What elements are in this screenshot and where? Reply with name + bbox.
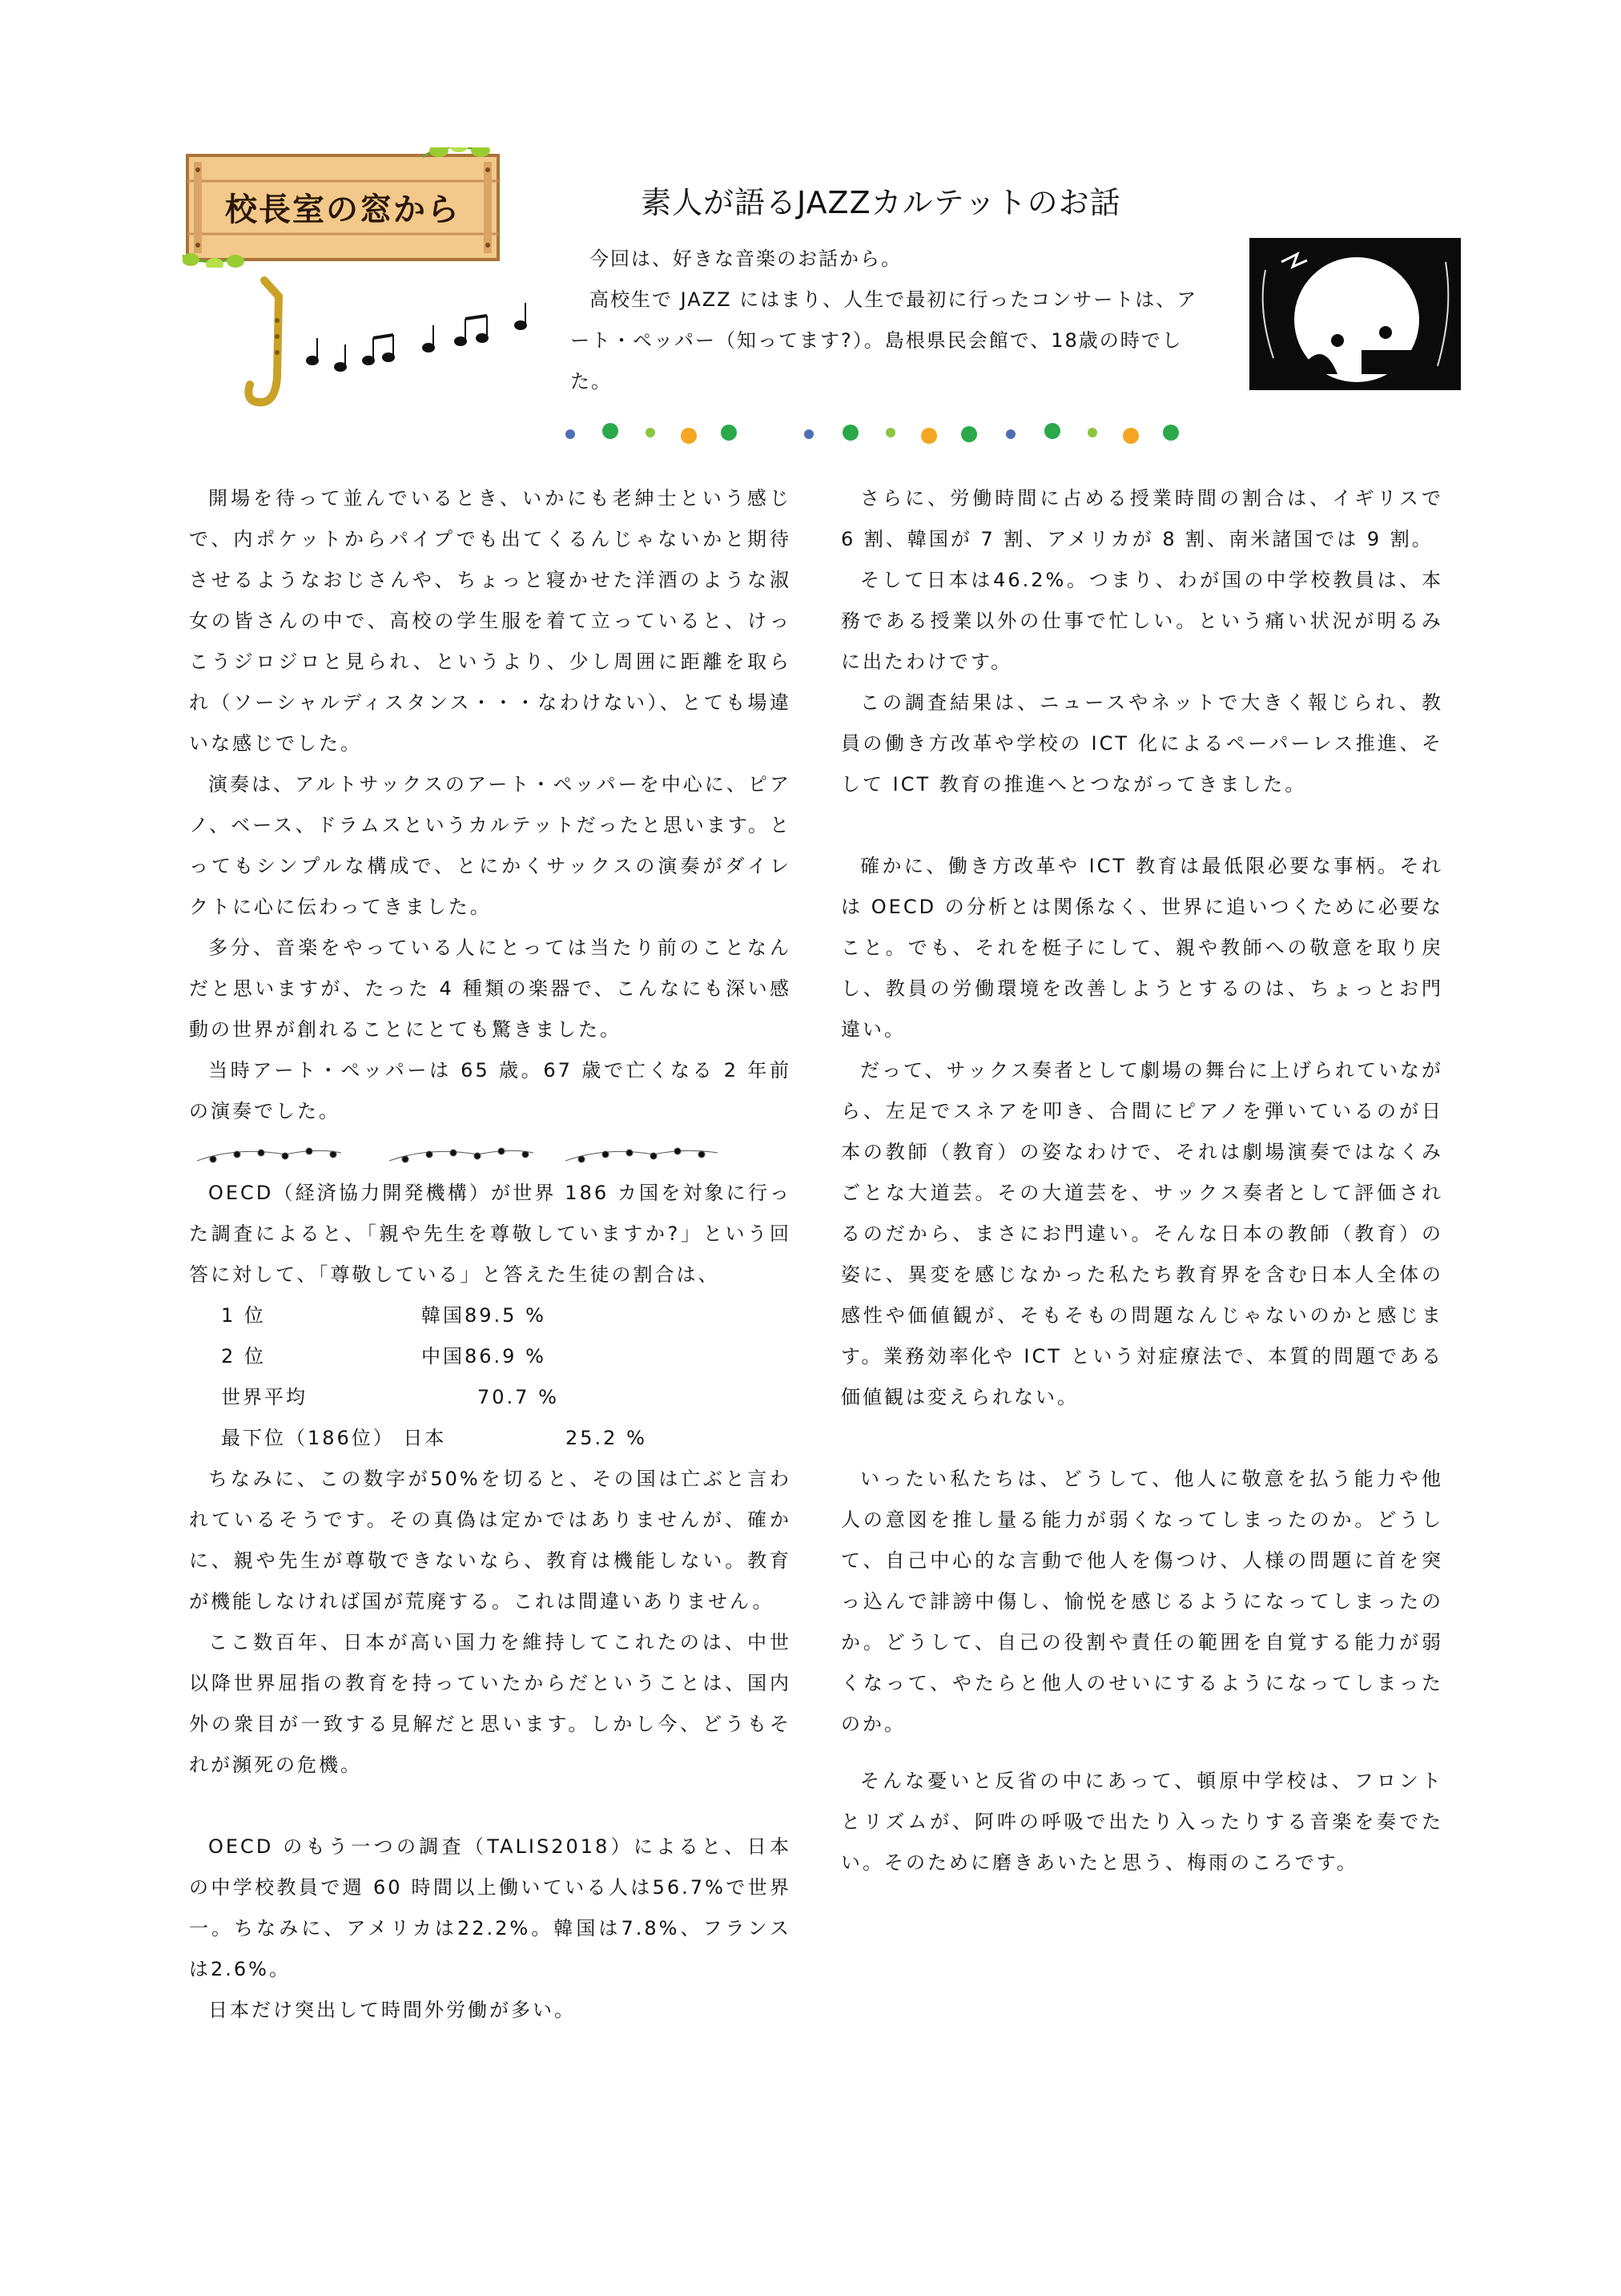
music-notes-icon <box>240 264 545 417</box>
paragraph: 日本だけ突出して時間外労働が多い。 <box>208 1999 576 2021</box>
paragraph: だって、サックス奏者として劇場の舞台に上げられていながら、左足でスネアを叩き、合間にピアノを弾いているのが日本の教師（教育）の姿なわけで、それは劇場演奏ではなくみごとな大道芸。その大道芸を、サックス奏者として評価されるのだから、まさにお門違い。そんな日本の教師（教育）の姿に、異変を感じなかった私たち教育界を含む日本人全体の感性や価値観が、そもそもの問題なんじゃないのかと感じます。業務効率化や ICT という対症療法で、本質的問題である価値観は変えられない。 <box>841 1059 1443 1408</box>
rank-label: 1 位 <box>221 1304 266 1327</box>
paragraph: さらに、労働時間に占める授業時間の割合は、イギリスで 6 割、韓国が 7 割、アメリカが 8 割、南米諸国では 9 割。 <box>841 487 1443 550</box>
rank-row <box>189 1295 791 1336</box>
paragraph: 開場を待って並んでいるとき、いかにも老紳士という感じで、内ポケットからパイプでも出てくるんじゃないかと期待させるようなおじさんや、ちょっと寝かせた洋酒のような淑女の皆さんの中で、高校の学生服を着て立っていると、けっこうジロジロと見られ、というより、少し周囲に距離を取られ（ソーシャルディスタンス・・・なわけない）、とても場違いな感じでした。 <box>189 487 791 755</box>
saxophone-icon <box>248 280 280 402</box>
paragraph: 確かに、働き方改革や ICT 教育は最低限必要な事柄。それは OECD の分析とは関係なく、世界に追いつくために必要なこと。でも、それを梃子にして、親や教師への敬意を取り戻し、教員の労働環境を改善しようとするのは、ちょっとお門違い。 <box>841 855 1443 1041</box>
intro-line: 高校生で JAZZ にはまり、人生で最初に行ったコンサートは、ア <box>589 288 1198 311</box>
jazz-band-moon-icon <box>1249 238 1461 390</box>
rank-value: 韓国89.5 % <box>421 1304 546 1327</box>
paragraph: ちなみに、この数字が50%を切ると、その国は亡ぶと言われているそうです。その真偽は定かではありませんが、確かに、親や先生が尊敬できないなら、教育は機能しない。教育が機能しなければ国が荒廃する。これは間違いありません。 <box>189 1468 791 1613</box>
left-column <box>189 478 791 2031</box>
paragraph: OECD のもう一つの調査（TALIS2018）によると、日本の中学校教員で週 60 時間以上働いている人は56.7%で世界一。ちなみに、アメリカは22.2%。韓国は7.8%、フランスは2.6%。 <box>189 1835 791 1980</box>
rank-row <box>189 1377 791 1418</box>
paragraph: OECD（経済協力開発機構）が世界 186 カ国を対象に行った調査によると、「親や先生を尊敬していますか?」という回答に対して、「尊敬している」と答えた生徒の割合は、 <box>189 1182 791 1286</box>
colored-dots-divider <box>561 417 1265 449</box>
rank-value: 25.2 % <box>565 1427 647 1449</box>
paragraph: 演奏は、アルトサックスのアート・ペッパーを中心に、ピアノ、ベース、ドラムスというカルテットだったと思います。とってもシンプルな構成で、とにかくサックスの演奏がダイレクトに心に伝わってきました。 <box>189 773 791 918</box>
rank-value: 中国86.9 % <box>421 1345 546 1368</box>
paragraph: ここ数百年、日本が高い国力を維持してこれたのは、中世以降世界屈指の教育を持っていたからだということは、国内外の衆目が一致する見解だと思います。しかし今、どうもそれが瀕死の危機。 <box>189 1631 791 1776</box>
rank-label: 2 位 <box>221 1345 266 1368</box>
rank-label: 最下位（186位） 日本 <box>221 1427 447 1449</box>
paragraph: この調査結果は、ニュースやネットで大きく報じられ、教員の働き方改革や学校の ICT 化によるペーパーレス推進、そして ICT 教育の推進へとつながってきました。 <box>841 691 1443 796</box>
rank-value: 70.7 % <box>477 1386 559 1408</box>
rank-row <box>189 1418 791 1459</box>
rank-label: 世界平均 <box>221 1386 308 1408</box>
right-column <box>841 478 1443 1883</box>
paragraph: そんな憂いと反省の中にあって、頓原中学校は、フロントとリズムが、阿吽の呼吸で出たり入ったりする音楽を奏でたい。そのために磨きあいたと思う、梅雨のころです。 <box>841 1770 1443 1874</box>
sign-label: 校長室の窓から <box>225 191 461 228</box>
rank-list <box>189 1295 791 1459</box>
article-title: 素人が語るJAZZカルテットのお話 <box>641 185 1121 220</box>
intro-line: ート・ペッパー（知ってます?）。島根県民会館で、18歳の時でした。 <box>570 329 1183 393</box>
rank-row <box>189 1336 791 1377</box>
paragraph: 当時アート・ペッパーは 65 歳。67 歳で亡くなる 2 年前の演奏でした。 <box>189 1059 791 1122</box>
intro-line: 今回は、好きな音楽のお話から。 <box>589 248 902 270</box>
paragraph: いったい私たちは、どうして、他人に敬意を払う能力や他人の意図を推し量る能力が弱くなってしまったのか。どうして、自己中心的な言動で他人を傷つけ、人様の問題に首を突っ込んで誹謗中傷し、愉悦を感じるようになってしまったのか。どうして、自己の役割や責任の範囲を自覚する能力が弱くなって、やたらと他人のせいにするようになってしまったのか。 <box>841 1468 1443 1735</box>
paragraph: 多分、音楽をやっている人にとっては当たり前のことなんだと思いますが、たった 4 種類の楽器で、こんなにも深い感動の世界が創れることにとても驚きました。 <box>189 937 791 1041</box>
intro-text <box>570 239 1211 402</box>
paragraph: そして日本は46.2%。つまり、わが国の中学校教員は、本務である授業以外の仕事で忙しい。という痛い状況が明るみに出たわけです。 <box>841 569 1443 673</box>
music-notes-divider <box>189 1132 791 1173</box>
header-sign <box>183 147 503 268</box>
